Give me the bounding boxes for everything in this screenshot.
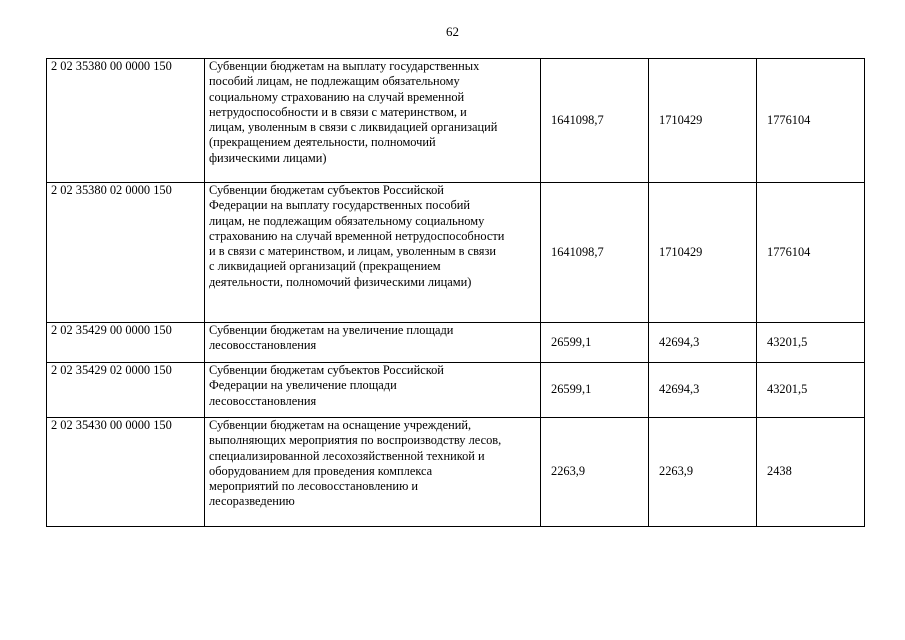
value-year-2: 42694,3 (649, 323, 757, 363)
description-line: Субвенции бюджетам на оснащение учреждений, (209, 418, 472, 432)
table-row (47, 363, 865, 418)
row-description (205, 418, 541, 527)
description-line: Федерации на увеличение площади (209, 378, 397, 393)
value-year-2: 42694,3 (649, 363, 757, 418)
value-year-1: 26599,1 (541, 363, 649, 418)
description-line: Субвенции бюджетам на выплату государственных (209, 59, 480, 73)
description-line: и в связи с материнством, и лицам, уволенным в связи (209, 244, 497, 259)
description-line: пособий лицам, не подлежащим обязательному (209, 74, 460, 89)
budget-code: 2 02 35429 00 0000 150 (47, 323, 205, 363)
description-line: Федерации на выплату государственных пособий (209, 198, 471, 213)
table-row (47, 323, 865, 363)
description-line: выполняющих мероприятия по воспроизводству лесов, (209, 433, 502, 448)
description-line: Субвенции бюджетам субъектов Российской (209, 363, 444, 377)
row-description (205, 59, 541, 183)
value-year-3: 1776104 (757, 59, 865, 183)
description-line: нетрудоспособности и в связи с материнством, и (209, 104, 467, 119)
description-line: (прекращением деятельности, полномочий (209, 135, 436, 150)
value-year-2: 2263,9 (649, 418, 757, 527)
value-year-1: 1641098,7 (541, 183, 649, 323)
description-line: деятельности, полномочий физическими лицами) (209, 274, 472, 289)
value-year-2: 1710429 (649, 59, 757, 183)
budget-code: 2 02 35430 00 0000 150 (47, 418, 205, 527)
value-year-1: 2263,9 (541, 418, 649, 527)
value-year-3: 2438 (757, 418, 865, 527)
table-row (47, 183, 865, 323)
description-line: физическими лицами) (209, 150, 327, 165)
description-line: социальному страхованию на случай временной (209, 89, 465, 104)
description-line: оборудованием для проведения комплекса (209, 463, 433, 478)
page-number: 62 (446, 24, 459, 39)
row-description (205, 363, 541, 418)
description-line: специализированной лесохозяйственной техникой и (209, 448, 485, 463)
description-line: с ликвидацией организаций (прекращением (209, 259, 441, 274)
row-description (205, 183, 541, 323)
description-line: лицам, не подлежащим обязательному социальному (209, 213, 485, 228)
description-line: страхованию на случай временной нетрудоспособности (209, 228, 505, 243)
table-row (47, 59, 865, 183)
description-line: лицам, уволенным в связи с ликвидацией организаций (209, 120, 498, 135)
table-row (47, 418, 865, 527)
value-year-2: 1710429 (649, 183, 757, 323)
value-year-3: 43201,5 (757, 363, 865, 418)
description-line: лесоразведению (209, 494, 295, 509)
value-year-3: 1776104 (757, 183, 865, 323)
description-line: Субвенции бюджетам субъектов Российской (209, 183, 444, 197)
budget-code: 2 02 35429 02 0000 150 (47, 363, 205, 418)
value-year-1: 26599,1 (541, 323, 649, 363)
row-description (205, 323, 541, 363)
budget-revenue-table (46, 58, 865, 527)
description-line: Субвенции бюджетам на увеличение площади (209, 323, 454, 337)
value-year-3: 43201,5 (757, 323, 865, 363)
budget-code: 2 02 35380 02 0000 150 (47, 183, 205, 323)
description-line: лесовосстановления (209, 393, 317, 408)
description-line: лесовосстановления (209, 338, 317, 353)
budget-code: 2 02 35380 00 0000 150 (47, 59, 205, 183)
description-line: мероприятий по лесовосстановлению и (209, 479, 419, 494)
value-year-1: 1641098,7 (541, 59, 649, 183)
